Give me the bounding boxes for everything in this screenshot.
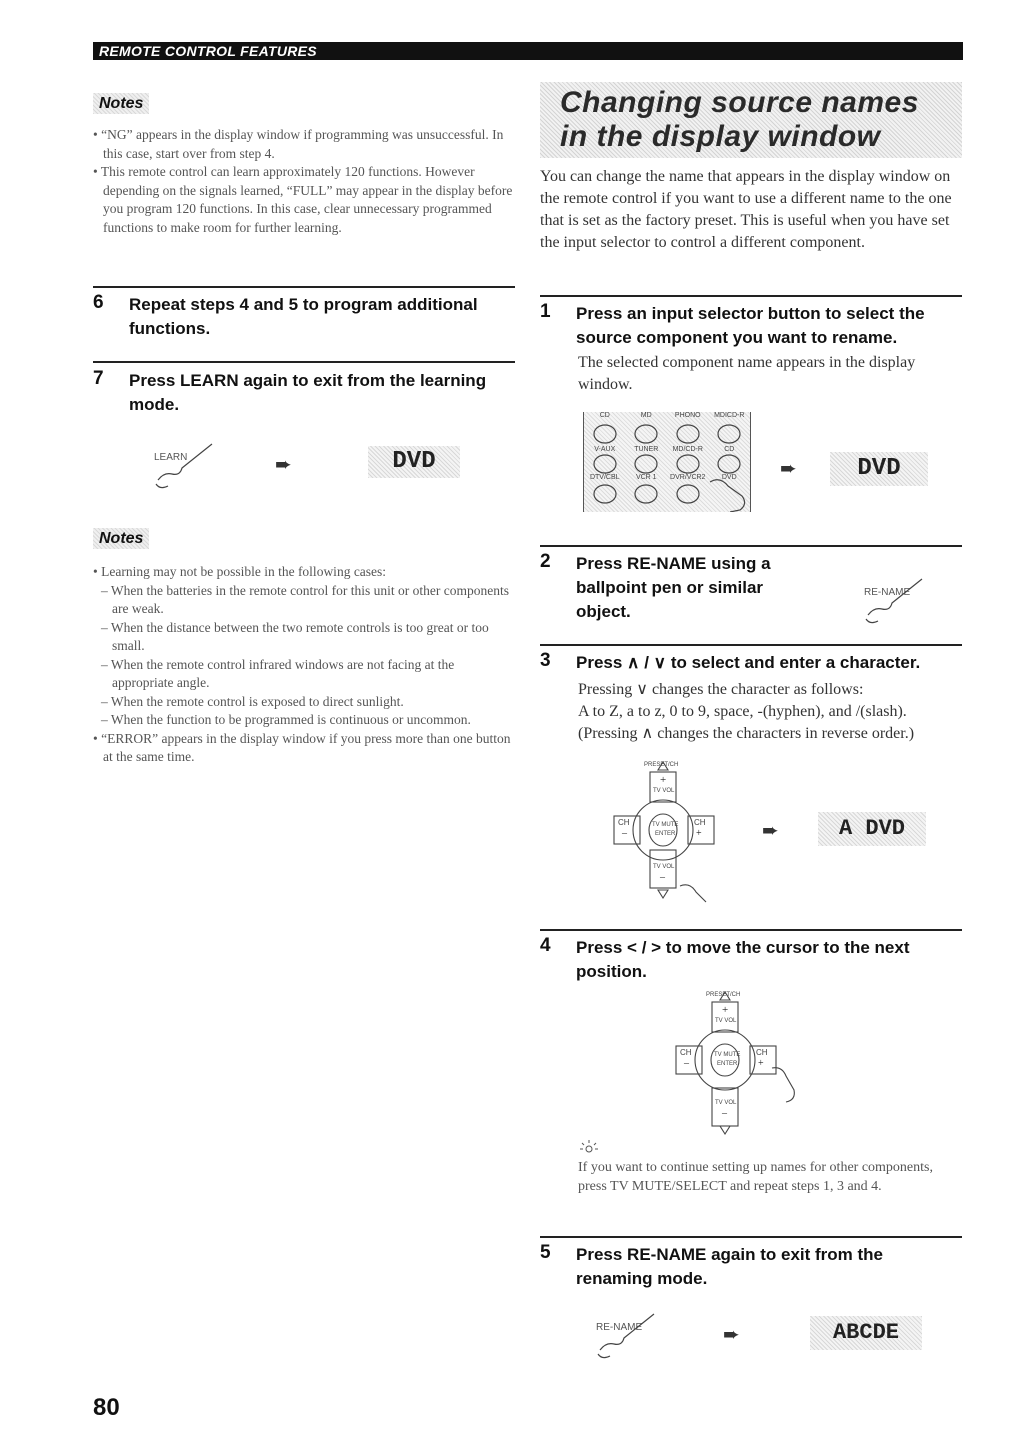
tip-text: If you want to continue setting up names for other components, press TV MUTE/SELECT and repeat steps 1, 3 and 4. <box>578 1160 933 1194</box>
note-dash-item: – When the distance between the two remote controls is too great or too small. <box>93 619 515 656</box>
page-number: 80 <box>93 1394 120 1421</box>
note-item: • “NG” appears in the display window if programming was unsuccessful. In this case, start over from step 4. <box>93 126 515 163</box>
arrow-right-icon: ➨ <box>762 820 779 842</box>
step-7: 7 Press LEARN again to exit from the learning mode. <box>93 368 487 414</box>
step-3-desc-line: Pressing ∨ changes the character as follows: <box>578 681 864 698</box>
divider <box>93 361 515 363</box>
selector-label: MDICD-R <box>714 412 745 419</box>
divider <box>540 644 962 646</box>
step-4: 4 Press < / > to move the cursor to the next position. <box>540 935 910 981</box>
step-3-desc-line: A to Z, a to z, 0 to 9, space, -(hyphen), and /(slash). <box>578 703 907 720</box>
section-title: REMOTE CONTROL FEATURES <box>99 43 317 59</box>
step-1-description: The selected component name appears in the display window. <box>578 354 916 393</box>
step-3-description <box>578 679 962 745</box>
arrow-right-icon: ➨ <box>780 458 797 480</box>
display-window: DVD <box>830 452 928 486</box>
notes-label-1: Notes <box>93 95 149 113</box>
notes-list-1 <box>93 126 515 237</box>
pen-press-icon <box>592 1310 672 1360</box>
note-item: • Learning may not be possible in the following cases: <box>93 563 515 582</box>
selector-label: MD <box>640 412 652 419</box>
step-6: 6 Repeat steps 4 and 5 to program additional functions. <box>93 292 478 338</box>
note-dash-item: – When the remote control is exposed to direct sunlight. <box>93 693 515 712</box>
arrow-right-icon: ➨ <box>723 1324 740 1346</box>
notes-label-2: Notes <box>93 530 149 548</box>
section-header-bar <box>93 42 963 60</box>
learn-button-figure: LEARN <box>150 440 230 490</box>
note-dash-item: – When the batteries in the remote control for this unit or other components are weak. <box>93 582 515 619</box>
display-window: ABCDE <box>810 1316 922 1350</box>
note-dash-item: – When the remote control infrared windows are not facing at the appropriate angle. <box>93 656 515 693</box>
divider <box>540 295 962 297</box>
cursor-pad-figure: PRESET/CH + TV VOL CH – CH + TV MUTE ENTER TV VOL – <box>610 758 740 908</box>
selector-label: PHONO <box>674 412 701 419</box>
rename-button-figure: RE-NAME <box>592 1310 672 1360</box>
cursor-pad-figure: PRESET/CH + TV VOL CH – CH + TV MUTE ENTER TV VOL – <box>672 988 802 1138</box>
divider <box>93 286 515 288</box>
intro-paragraph: You can change the name that appears in the display window on the remote control if you want to use a different name to the one that is set as the factory preset. This is useful when you have set the input selector to control a different component. <box>540 168 952 251</box>
notes-list-2 <box>93 563 515 767</box>
selector-label: VCR 1 <box>635 474 657 481</box>
selector-buttons-icon <box>584 412 750 512</box>
display-window: DVD <box>368 446 460 478</box>
selector-label: CD <box>599 412 610 419</box>
selector-label: TUNER <box>634 446 659 453</box>
divider <box>540 545 962 547</box>
step-2: 2 Press RE-NAME using a ballpoint pen or similar object. <box>540 551 771 621</box>
selector-label: CD <box>724 446 735 453</box>
step-3: 3 Press ∧ / ∨ to select and enter a character. <box>540 650 921 672</box>
selector-label: V-AUX <box>594 446 616 453</box>
section-headline: Changing source names in the display window <box>540 82 962 158</box>
step-3-desc-line: (Pressing ∧ changes the characters in reverse order.) <box>578 725 915 742</box>
display-window: A DVD <box>818 812 926 846</box>
selector-label: DTV/CBL <box>589 474 620 481</box>
arrow-right-icon: ➨ <box>275 454 292 476</box>
note-item: • This remote control can learn approximately 120 functions. However depending on the signals learned, “FULL” may appear in the display before you program 120 functions. In this case, clear unnecessary programmed functions to make room for further learning. <box>93 163 515 237</box>
divider <box>540 1236 962 1238</box>
rename-button-figure: RE-NAME <box>860 575 940 625</box>
selector-label: DVR/VCR2 <box>670 474 706 481</box>
pen-press-icon <box>860 575 940 625</box>
note-item: • “ERROR” appears in the display window if you press more than one button at the same time. <box>93 730 515 767</box>
input-selector-figure <box>583 412 751 512</box>
step-1: 1 Press an input selector button to select the source component you want to rename. <box>540 301 925 347</box>
divider <box>540 929 962 931</box>
note-dash-item: – When the function to be programmed is continuous or uncommon. <box>93 711 515 730</box>
step-5: 5 Press RE-NAME again to exit from the renaming mode. <box>540 1242 884 1288</box>
pen-press-icon <box>150 440 230 490</box>
selector-label: MD/CD-R <box>672 446 703 453</box>
selector-label: DVD <box>721 474 737 481</box>
